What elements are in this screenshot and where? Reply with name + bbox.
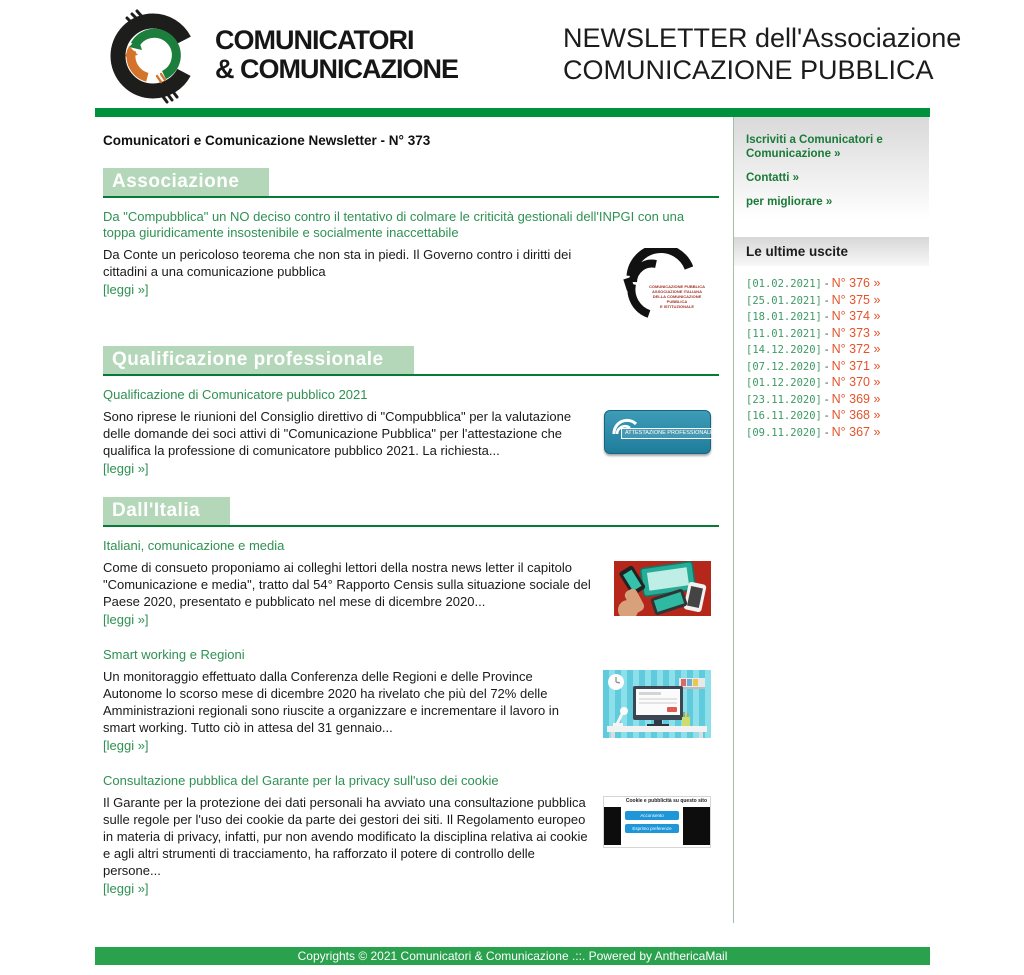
- issue-number-link[interactable]: N° 370 »: [831, 375, 881, 389]
- issue-separator: -: [824, 360, 829, 373]
- issue-row: [746, 359, 929, 376]
- article-smart-working: [103, 640, 719, 754]
- article-title-link[interactable]: Da "Compubblica" un NO deciso contro il tentativo di colmare le criticità gestionali dell'INPGI con una toppa giuridicamente insostenibile e socialmente inaccettabile: [103, 209, 685, 240]
- article-body: Da Conte un pericoloso teorema che non sta in piedi. Il Governo contro i diritti dei cittadini a una comunicazione pubblica: [103, 247, 572, 279]
- section-header-associazione: [103, 168, 719, 198]
- footer-copyright: Copyrights © 2021 Comunicatori & Comunicazione .::. Powered by AnthericaMail: [297, 949, 728, 963]
- article-image-attestazione[interactable]: [604, 410, 714, 454]
- issue-separator: -: [824, 393, 829, 406]
- article-title-link[interactable]: Italiani, comunicazione e media: [103, 538, 285, 553]
- masthead-line1: NEWSLETTER dell'Associazione: [563, 23, 962, 53]
- sidebar-link-iscriviti[interactable]: Iscriviti a Comunicatori e Comunicazione »: [746, 134, 883, 160]
- issue-row: [746, 375, 929, 392]
- article-censis-media: [103, 531, 719, 628]
- article-image-censis-media[interactable]: [614, 561, 711, 616]
- censis-devices-icon: [614, 561, 711, 616]
- comunicazione-pubblica-caption: [645, 284, 709, 309]
- article-compubblica-inpgi: [103, 202, 719, 326]
- issue-separator: -: [824, 410, 829, 422]
- article-title-link[interactable]: Consultazione pubblica del Garante per la privacy sull'uso dei cookie: [103, 773, 499, 788]
- issue-number-link[interactable]: N° 374 »: [831, 309, 881, 323]
- article-body: Un monitoraggio effettuato dalla Conferenza delle Regioni e delle Province Autonome lo scorso mese di dicembre 2020 ha rivelato che più del 72% delle Amministrazioni regionali sono riuscite a organizzare e incrementare il lavoro in smart working. Tutto ciò in attesa del 31 gennaio...: [103, 669, 559, 735]
- main-column: [95, 117, 734, 923]
- article-body: Come di consueto proponiamo ai colleghi lettori della nostra news letter il capitolo "Comunicazione e media", tratto dal 54° Rapporto Censis sulla situazione sociale del Paese 2020, presentato e pubblicato nel mese di dicembre 2020...: [103, 560, 591, 609]
- issue-number-link[interactable]: N° 375 »: [831, 292, 881, 307]
- issue-date: [01.12.2020]: [746, 377, 822, 389]
- brand-title-line1: COMUNICATORI: [215, 25, 414, 55]
- article-garante-cookie: [103, 766, 719, 897]
- article-image-comunicazione-pubblica-logo[interactable]: [611, 248, 711, 322]
- article-image-smart-working[interactable]: [603, 670, 711, 738]
- read-more-link[interactable]: [leggi »]: [103, 881, 149, 896]
- section-title: Qualificazione professionale: [103, 346, 414, 374]
- newsletter-masthead: [563, 22, 961, 86]
- issue-date: [18.01.2021]: [746, 311, 822, 323]
- issue-row: [746, 293, 929, 310]
- issue-date: [25.01.2021]: [746, 294, 822, 307]
- cp-caption-line4: E ISTITUZIONALE: [660, 304, 694, 309]
- issue-row: [746, 392, 929, 409]
- section-header-qualificazione: [103, 346, 719, 376]
- article-body: Sono riprese le riunioni del Consiglio direttivo di "Compubblica" per la valutazione delle domande dei soci attivi di "Comunicazione Pubblica" per l'attestazione che qualifica la professione di comunicatore pubblico 2021. La richiesta...: [103, 409, 572, 458]
- cp-caption-line2: ASSOCIAZIONE ITALIANA: [652, 289, 702, 294]
- issue-separator: -: [824, 377, 829, 389]
- issue-separator: -: [824, 278, 829, 290]
- newsletter-page: [95, 0, 962, 975]
- header: [95, 0, 962, 108]
- article-image-cookie-banner[interactable]: [603, 796, 711, 848]
- issue-separator: -: [824, 327, 829, 340]
- brand-logo-icon: [105, 6, 201, 111]
- issue-separator: -: [824, 311, 829, 323]
- issue-date: [11.01.2021]: [746, 327, 822, 340]
- sidebar-link-migliorare[interactable]: per migliorare »: [746, 196, 833, 208]
- masthead-line2: COMUNICAZIONE PUBBLICA: [563, 55, 934, 85]
- read-more-link[interactable]: [leggi »]: [103, 282, 149, 297]
- issue-number-link[interactable]: N° 371 »: [831, 358, 881, 373]
- issue-date: [23.11.2020]: [746, 393, 822, 406]
- article-title-link[interactable]: Qualificazione di Comunicatore pubblico 2021: [103, 387, 368, 402]
- page-title: Comunicatori e Comunicazione Newsletter - N° 373: [103, 133, 431, 148]
- read-more-link[interactable]: [leggi »]: [103, 612, 149, 627]
- cookie-banner-title: Cookie e pubblicità su questo sito: [625, 798, 707, 804]
- brand-logo-svg: [105, 6, 201, 106]
- cookie-accept-button: Acconsento: [625, 811, 679, 820]
- cookie-banner-right-block: [683, 807, 710, 845]
- latest-issues-list: [734, 266, 929, 441]
- article-qualificazione-2021: [103, 380, 719, 477]
- read-more-link[interactable]: [leggi »]: [103, 738, 149, 753]
- issue-number-link[interactable]: N° 373 »: [831, 325, 881, 340]
- brand-title: [215, 26, 458, 84]
- issue-date: [07.12.2020]: [746, 360, 822, 373]
- issue-number-link[interactable]: N° 376 »: [831, 276, 881, 290]
- cookie-preferences-button: Esprimo preferenze: [625, 824, 679, 833]
- issue-row: [746, 342, 929, 359]
- issue-date: [16.11.2020]: [746, 410, 822, 422]
- footer-bar: [95, 947, 930, 965]
- article-body: Il Garante per la protezione dei dati personali ha avviato una consultazione pubblica sulle regole per l'uso dei cookie da parte dei gestori dei siti. Il Regolamento europeo in materia di privacy, infatti, pur non avendo modificato la disciplina relativa ai cookie e agli altri strumenti di tracciamento, ha rafforzato il potere di controllo delle persone...: [103, 795, 588, 878]
- section-title: Dall'Italia: [103, 497, 230, 525]
- issue-row: [746, 425, 929, 442]
- read-more-link[interactable]: [leggi »]: [103, 461, 149, 476]
- cp-caption-line1: COMUNICAZIONE PUBBLICA: [649, 284, 705, 289]
- attestazione-label: ATTESTAZIONE PROFESSIONALE: [621, 428, 718, 439]
- article-title-link[interactable]: Smart working e Regioni: [103, 647, 245, 662]
- sidebar-links-box: [734, 117, 929, 231]
- section-title: Associazione: [103, 168, 269, 196]
- latest-issues-header: Le ultime uscite: [734, 237, 929, 266]
- issue-row: [746, 309, 929, 326]
- issue-date: [09.11.2020]: [746, 426, 822, 439]
- sidebar: [734, 117, 929, 923]
- issue-separator: -: [824, 344, 829, 356]
- issue-number-link[interactable]: N° 367 »: [831, 424, 881, 439]
- issue-separator: -: [824, 426, 829, 439]
- issue-row: [746, 276, 929, 293]
- issue-number-link[interactable]: N° 369 »: [831, 391, 881, 406]
- cookie-banner-left-block: [604, 807, 621, 845]
- issue-separator: -: [824, 294, 829, 307]
- sidebar-link-contatti[interactable]: Contatti »: [746, 172, 800, 184]
- issue-number-link[interactable]: N° 372 »: [831, 342, 881, 356]
- issue-row: [746, 326, 929, 343]
- smart-working-desk-icon: [603, 670, 711, 738]
- brand-title-line2: & COMUNICAZIONE: [215, 54, 458, 84]
- issue-date: [01.02.2021]: [746, 278, 822, 290]
- issue-date: [14.12.2020]: [746, 344, 822, 356]
- issue-number-link[interactable]: N° 368 »: [831, 408, 881, 422]
- cp-caption-line3: DELLA COMUNICAZIONE PUBBLICA: [652, 294, 702, 304]
- section-header-dallitalia: [103, 497, 719, 527]
- header-divider-bar: [95, 108, 930, 117]
- issue-row: [746, 408, 929, 425]
